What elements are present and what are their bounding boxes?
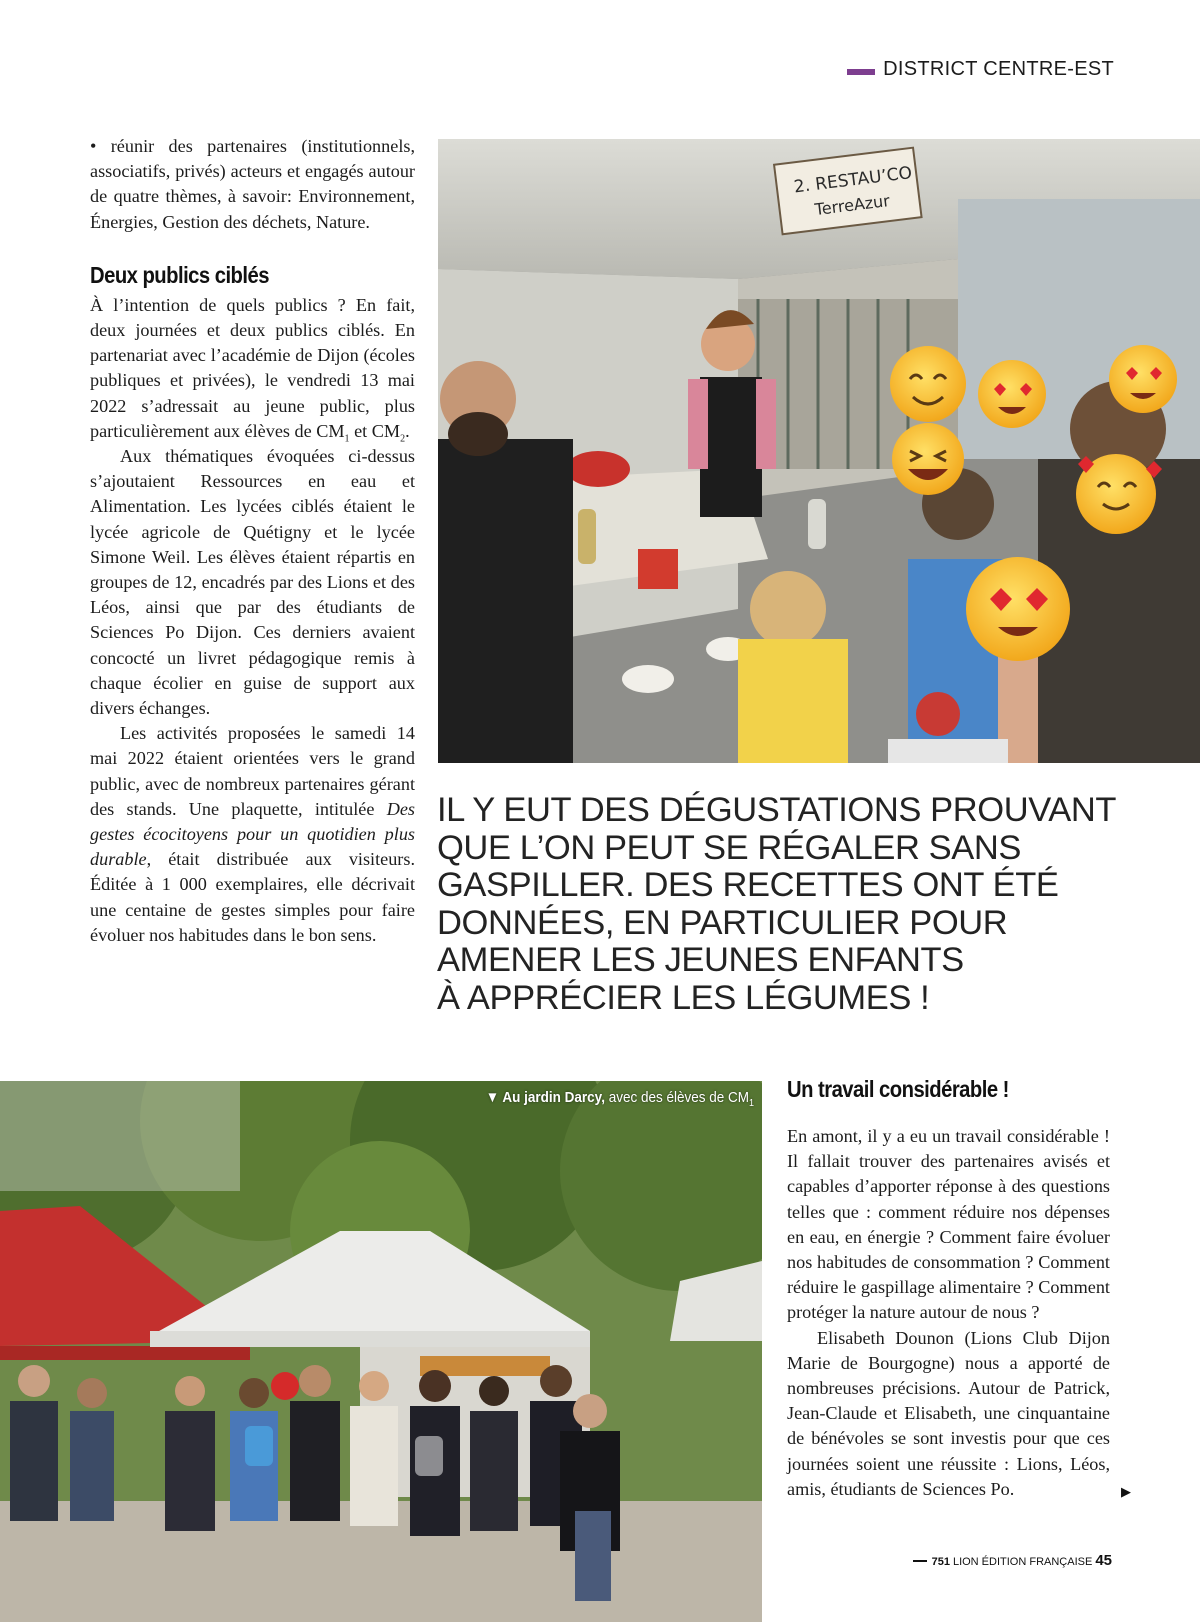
page-number: 45 bbox=[1095, 1552, 1112, 1569]
pull-quote-line: IL Y EUT DES DÉGUSTATIONS PROUVANT bbox=[437, 791, 1117, 829]
subscript-1: 1 bbox=[344, 433, 350, 445]
paragraph-amont: En amont, il y a eu un travail considérable ! Il fallait trouver des partenaires avisés et capables d’apporter réponse à des questions telles que : comment réduire nos dépenses en eau, en énergie ? Comment faire évoluer nos habitudes de consommation ? Comment réduire le gaspillage alimentaire ? Comment protéger la nature autour de nous ? bbox=[787, 1126, 1110, 1323]
photo-jardin-darcy bbox=[0, 1081, 762, 1622]
emoji-face-6 bbox=[966, 557, 1070, 661]
sign-line-1: 2. RESTAU’CO bbox=[792, 163, 914, 198]
pull-quote-line: AMENER LES JEUNES ENFANTS bbox=[437, 941, 964, 979]
paragraph-publics bbox=[90, 293, 415, 444]
subscript-2: 2 bbox=[400, 433, 406, 445]
pull-quote bbox=[437, 792, 1137, 1017]
photo-tasting-stand bbox=[438, 139, 1200, 763]
emoji-face-1 bbox=[890, 346, 966, 422]
paragraph-publics-mid: et CM bbox=[349, 420, 401, 441]
caption-bold: ▼ Au jardin Darcy, bbox=[485, 1089, 605, 1106]
pull-quote-line: DONNÉES, EN PARTICULIER POUR bbox=[437, 903, 1008, 942]
section-heading-travail: Un travail considérable ! bbox=[787, 1076, 1009, 1102]
caption-subscript: 1 bbox=[748, 1098, 754, 1109]
brochure-title: Des gestes écocitoyens pour un quotidien plus durable bbox=[90, 798, 415, 870]
bullet-paragraph: • réunir des partenaires (institutionnels, associatifs, privés) acteurs et engagés autour de quatre thèmes, à savoir: Environnement, Énergies, Gestion des déchets, Nature. bbox=[90, 136, 415, 232]
pull-quote-line: QUE L’ON PEUT SE RÉGALER SANS bbox=[437, 828, 1022, 867]
continue-arrow-icon: ▶ bbox=[1121, 1484, 1131, 1499]
paragraph-thematiques: Aux thématiques évoquées ci-dessus s’ajoutaient Ressources en eau et Alimentation. Les lycées ciblés étaient le lycée agricole de Quétigny et le lycée Simone Weil. Les élèves étaient répartis en groupes de 12, encadrés par des Lions et des Léos, ainsi que par des étudiants de Sciences Po Dijon. Ces derniers avaient concocté un livret pédagogique remis à chaque écolier en guise de support aux divers échanges. bbox=[90, 446, 415, 719]
photo-tasting-stand-image bbox=[438, 139, 1200, 763]
left-column bbox=[90, 134, 415, 948]
caption-text: avec des élèves de CM bbox=[604, 1089, 749, 1106]
section-label: DISTRICT CENTRE-EST bbox=[883, 58, 1114, 80]
section-accent-bar bbox=[847, 69, 875, 75]
section-heading-deux-publics: Deux publics ciblés bbox=[90, 261, 269, 288]
footer-dash bbox=[913, 1560, 927, 1562]
sign-line-2: TerreAzur bbox=[813, 191, 891, 220]
pull-quote-line: GASPILLER. DES RECETTES ONT ÉTÉ bbox=[437, 866, 1059, 904]
emoji-face-4 bbox=[892, 423, 964, 495]
photo-jardin-darcy-image bbox=[0, 1081, 762, 1622]
right-column bbox=[787, 1124, 1110, 1502]
section-header bbox=[847, 58, 1114, 81]
emoji-face-2 bbox=[978, 360, 1046, 428]
paragraph-activites-end: , était distribuée aux visiteurs. Éditée à 1 000 exemplaires, elle décrivait une centaine de gestes simples pour faire évoluer nos habitudes dans le bon sens. bbox=[90, 849, 415, 945]
issue-number: 751 bbox=[931, 1556, 950, 1568]
paragraph-publics-text: À l’intention de quels publics ? En fait, deux journées et deux publics ciblés. En partenariat avec l’académie de Dijon (écoles publiques et privées), le vendredi 13 mai 2022 s’adressait au jeune public, plus particulièrement aux élèves de CM bbox=[90, 294, 415, 441]
paragraph-activites-start: Les activités proposées le samedi 14 mai 2022 étaient orientées vers le grand public, avec de nombreux partenaires gérant des stands. Une plaquette, intitulée bbox=[90, 723, 415, 819]
photo-caption bbox=[485, 1089, 754, 1109]
page-footer bbox=[913, 1552, 1112, 1569]
publication-name: LION ÉDITION FRANÇAISE bbox=[952, 1556, 1093, 1568]
emoji-face-3 bbox=[1109, 345, 1177, 413]
pull-quote-line: À APPRÉCIER LES LÉGUMES ! bbox=[437, 978, 930, 1017]
paragraph-dounon: Elisabeth Dounon (Lions Club Dijon Marie de Bourgogne) nous a apporté de nombreuses précisions. Autour de Patrick, Jean-Claude et Elisabeth, une cinquantaine de bénévoles se sont investis pour que ces journées soient une réussite : Lions, Léos, amis, étudiants de Sciences Po. bbox=[787, 1327, 1110, 1499]
paragraph-publics-end: . bbox=[405, 420, 410, 441]
paragraph-activites bbox=[90, 721, 415, 948]
